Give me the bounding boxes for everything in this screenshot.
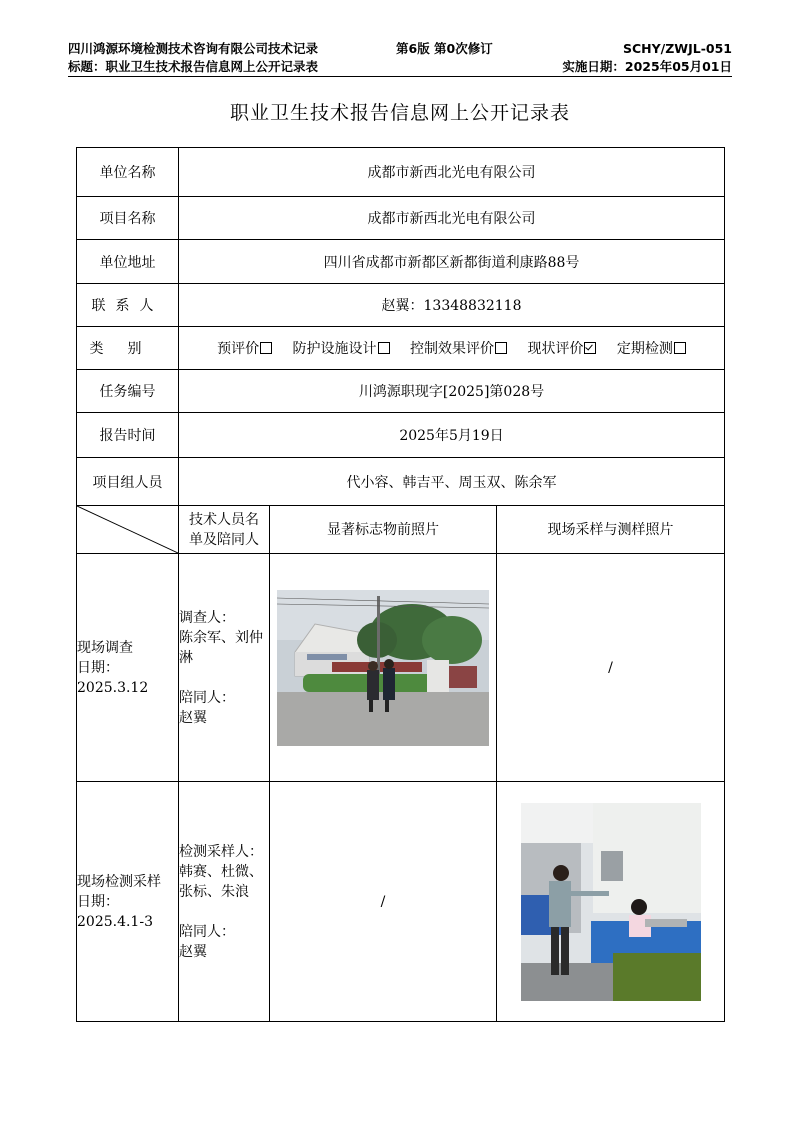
sampling-date: 2025.4.1-3 [77,913,153,930]
sampling-date-label-1: 现场检测采样 [77,873,161,890]
survey-escort-label: 陪同人： [179,689,235,706]
row-category [77,327,725,370]
row-project-name [77,197,725,240]
header-version: 第6版 第0次修订 [396,41,493,56]
row-sampling [77,782,725,1022]
diagonal-line [77,506,178,553]
row-contact [77,284,725,327]
sampling-photo-header: 现场采样与测样照片 [497,506,725,554]
survey-date-label-1: 现场调查 [77,639,133,656]
sampling-photo [521,803,701,1001]
header-company: 四川鸿源环境检测技术咨询有限公司技术记录 [68,41,319,56]
task-no-value: 川鸿源职现字[2025]第028号 [179,370,725,413]
sampling-date-label-2: 日期： [77,893,119,910]
staff-header [179,506,270,554]
investigators: 陈余军、刘仲淋 [179,629,263,666]
survey-escort: 赵翼 [179,709,207,726]
unit-address-value: 四川省成都市新都区新都街道利康路88号 [179,240,725,284]
category-option-control-effect[interactable]: 控制效果评价 [410,338,507,358]
sampling-escort: 赵翼 [179,943,207,960]
sampling-people-cell [179,782,270,1022]
category-option-pre-eval[interactable]: 预评价 [217,338,272,358]
checkbox-status-eval[interactable] [584,342,596,354]
row-unit-address [77,240,725,284]
landmark-photo-image [277,590,489,746]
page-title: 职业卫生技术报告信息网上公开记录表 [229,102,570,124]
sampling-escort-label: 陪同人： [179,923,235,940]
unit-name-value: 成都市新西北光电有限公司 [179,148,725,197]
sampling-photo-cell [497,782,725,1022]
diagonal-header-cell [77,506,179,554]
survey-date-cell [77,554,179,782]
survey-landmark-photo-cell [270,554,497,782]
unit-address-label: 单位地址 [77,240,179,284]
header-rule [68,76,732,77]
category-options [179,327,725,370]
checkbox-periodic-test[interactable] [674,342,686,354]
sampler-label: 检测采样人： [179,843,263,860]
survey-people-cell [179,554,270,782]
survey-date: 2025.3.12 [77,679,149,696]
checkbox-control-effect[interactable] [495,342,507,354]
staff-header-line-1: 技术人员名 [189,511,259,528]
team-value: 代小容、韩吉平、周玉双、陈余军 [179,458,725,506]
task-no-label: 任务编号 [77,370,179,413]
category-option-status-eval[interactable]: 现状评价 [527,338,596,358]
contact-value: 赵翼：13348832118 [179,284,725,327]
project-name-label: 项目名称 [77,197,179,240]
sampling-photo-image [521,803,701,1001]
row-survey [77,554,725,782]
category-option-protection-design[interactable]: 防护设施设计 [293,338,390,358]
report-time-value: 2025年5月19日 [179,413,725,458]
header-code: SCHY/ZWJL-051 [622,41,732,56]
team-label: 项目组人员 [77,458,179,506]
staff-header-line-2: 单及陪同人 [189,531,259,548]
project-name-value: 成都市新西北光电有限公司 [179,197,725,240]
row-unit-name [77,148,725,197]
investigator-label: 调查人： [179,609,235,626]
checkbox-protection-design[interactable] [378,342,390,354]
report-time-label: 报告时间 [77,413,179,458]
landmark-photo-header: 显著标志物前照片 [270,506,497,554]
samplers: 韩赛、杜微、张标、朱浪 [179,863,263,900]
row-photo-header [77,506,725,554]
category-option-periodic-test[interactable]: 定期检测 [617,338,686,358]
survey-date-label-2: 日期： [77,659,119,676]
header-subject: 标题：职业卫生技术报告信息网上公开记录表 [68,59,319,74]
sampling-date-cell [77,782,179,1022]
unit-name-label: 单位名称 [77,148,179,197]
header-effective-date: 实施日期：2025年05月01日 [562,59,732,74]
checkbox-pre-eval[interactable] [260,342,272,354]
landmark-photo [277,590,489,746]
category-label: 类别 [77,327,179,370]
sampling-landmark-photo-empty: / [270,782,497,1022]
row-report-time [77,413,725,458]
row-team [77,458,725,506]
contact-label: 联系人 [77,284,179,327]
record-table [76,147,725,1022]
row-task-no [77,370,725,413]
survey-sampling-photo-empty: / [497,554,725,782]
